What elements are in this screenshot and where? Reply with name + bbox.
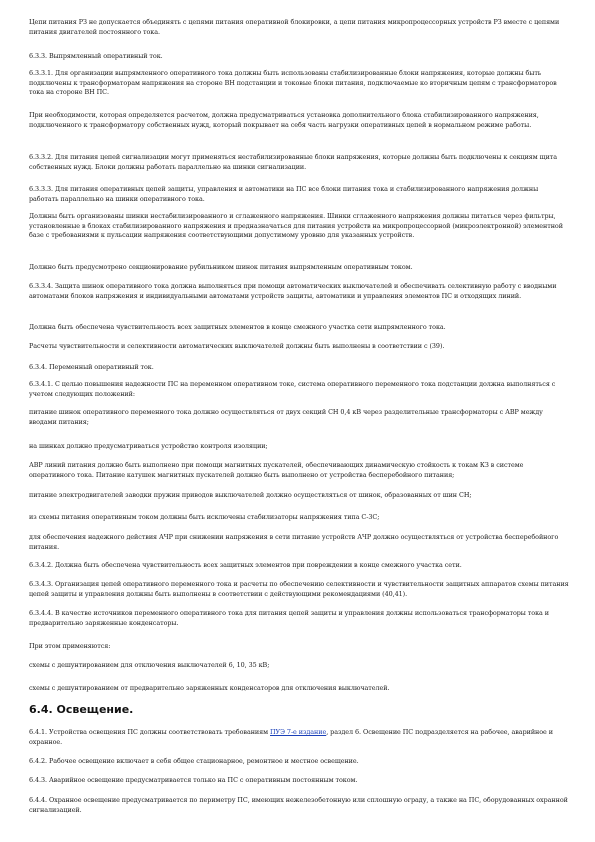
paragraph-6-4-3: 6.4.3. Аварийное освещение предусматривается только на ПС с оперативным постоянным током.	[29, 776, 358, 784]
list-item: из схемы питания оперативным током должны быть исключены стабилизаторы напряжения типа С-3С;	[29, 513, 380, 521]
paragraph: 6.3.4.2. Должна быть обеспечена чувствительность всех защитных элементов при повреждении в конце смежного участка сети.	[29, 561, 462, 569]
paragraph-6-4-2: 6.4.2. Рабочее освещение включает в себя общее стационарное, ремонтное и местное освещение.	[29, 757, 359, 765]
paragraph: 6.3.3.3. Для питания оперативных цепей защиты, управления и автоматики на ПС все блоки питания тока и стабилизированного напряжения должны работать параллельно на шинки оперативного тока.	[29, 185, 539, 203]
paragraph: 6.3.4.4. В качестве источников переменного оперативного тока для питания цепей защиты и управления должны использоваться трансформаторы тока и предварительно заряженные конденсаторы.	[29, 609, 549, 627]
paragraph: 6.3.3.2. Для питания цепей сигнализации могут применяться нестабилизированные блоки напряжения, которые должны быть подключены к секциям щита собственных нужд. Блоки должны работать параллельно на шинки сигнализации.	[29, 153, 558, 171]
list-item: для обеспечения надежного действия АЧР при снижении напряжения в сети питание устройств АЧР должно осуществляться от устройства бесперебойного питания.	[29, 533, 559, 551]
paragraph: При этом применяются:	[29, 642, 111, 650]
section-heading-6-4: 6.4. Освещение.	[29, 703, 134, 716]
paragraph: При необходимости, которая определяется расчетом, должна предусматриваться установка дополнительного блока стабилизированного напряжения, подключенного к трансформатору собственных нужд, который покрывает на себя часть нагрузки оперативных цепей в нормальном режиме работы.	[29, 111, 539, 129]
list-item: схемы с дешунтированием для отключения выключателей 6, 10, 35 кВ;	[29, 661, 270, 669]
paragraph: 6.3.4.1. С целью повышения надежности ПС на переменном оперативном токе, система оперативного переменного тока подстанции должна выполняться с учетом следующих положений:	[29, 380, 556, 398]
paragraph: Должны быть организованы шинки нестабилизированного и сглаженного напряжения. Шинки сглаженного напряжения должны питаться через фильтры, установленные в блоках стабилизированного напряжения и предназначаться для питания устройств на микропроцессорной (микроэлектронной) элементной базе с требованиями к пульсации напряжения соответствующими допустимому уровню для указанных устройств.	[29, 212, 563, 240]
list-item: питание электродвигателей заводки пружин приводов выключателей должно осуществляться от шинок, образованных от шин СН;	[29, 491, 472, 499]
paragraph: 6.3.4.3. Организация цепей оперативного переменного тока и расчеты по обеспечению селективности и чувствительности защитных аппаратов схемы питания цепей защиты и управления должны быть выполнены в соответствии с действующими рекомендациями (40,41).	[29, 580, 569, 598]
paragraph: Расчеты чувствительности и селективности автоматических выключателей должны быть выполнены в соответствии с (39).	[29, 342, 445, 350]
paragraph: Должна быть обеспечена чувствительность всех защитных элементов в конце смежного участка сети выпрямленного тока.	[29, 323, 446, 331]
paragraph-text: , раздел 6. Освещение ПС подразделяется на рабочее, аварийное и охранное.	[29, 728, 553, 746]
paragraph: Должно быть предусмотрено секционирование рубильником шинок питания выпрямленным оперативным током.	[29, 263, 413, 271]
paragraph: 6.3.3.4. Защита шинок оперативного тока должна выполняться при помощи автоматических выключателей и обеспечивать селективную работу с вводными автоматами блоков напряжения и индивидуальными автоматами устройств защиты, автоматики и управления элементов ПС и отходящих линий.	[29, 282, 557, 300]
paragraph: Цепи питания РЗ не допускается объединять с цепями питания оперативной блокировки, а цепи питания микропроцессорных устройств РЗ вместе с цепями питания двигателей постоянного тока.	[29, 18, 560, 36]
paragraph-text: 6.4.1. Устройства освещения ПС должны соответствовать требованиям	[29, 728, 271, 736]
section-heading-6-3-3: 6.3.3. Выпрямленный оперативный ток.	[29, 52, 163, 60]
list-item: питание шинок оперативного переменного тока должно осуществляться от двух секций СН 0,4 кВ через разделительные трансформаторы с АВР между вводами питания;	[29, 408, 543, 426]
paragraph-6-4-4: 6.4.4. Охранное освещение предусматривается по периметру ПС, имеющих нежелезобетонную или сплошную ограду, а также на ПС, оборудованных охранной сигнализацией.	[29, 796, 568, 814]
list-item: на шинках должно предусматриваться устройство контроля изоляции;	[29, 442, 268, 450]
paragraph-6-4-1	[29, 728, 569, 747]
list-item: схемы с дешунтированием от предварительно заряженных конденсаторов для отключения выключателей.	[29, 684, 390, 692]
paragraph: 6.3.3.1. Для организации выпрямленного оперативного тока должны быть использованы стабилизированные блоки напряжения, которые должны быть подключены к трансформаторам напряжения на стороне ВН подстанции и токовые блоки питания, подключаемые ко вторичным цепям с трансформаторов тока на стороне ВН ПС.	[29, 69, 557, 97]
list-item: АВР линий питания должно быть выполнено при помощи магнитных пускателей, обеспечивающих динамическую стойкость к токам КЗ в системе оперативного тока. Питание катушек магнитных пускателей должно быть выполнено от устройства бесперебойного питания;	[29, 461, 524, 479]
pue-link[interactable]: ПУЭ 7-е издание	[270, 728, 327, 736]
section-heading-6-3-4: 6.3.4. Переменный оперативный ток.	[29, 363, 154, 371]
